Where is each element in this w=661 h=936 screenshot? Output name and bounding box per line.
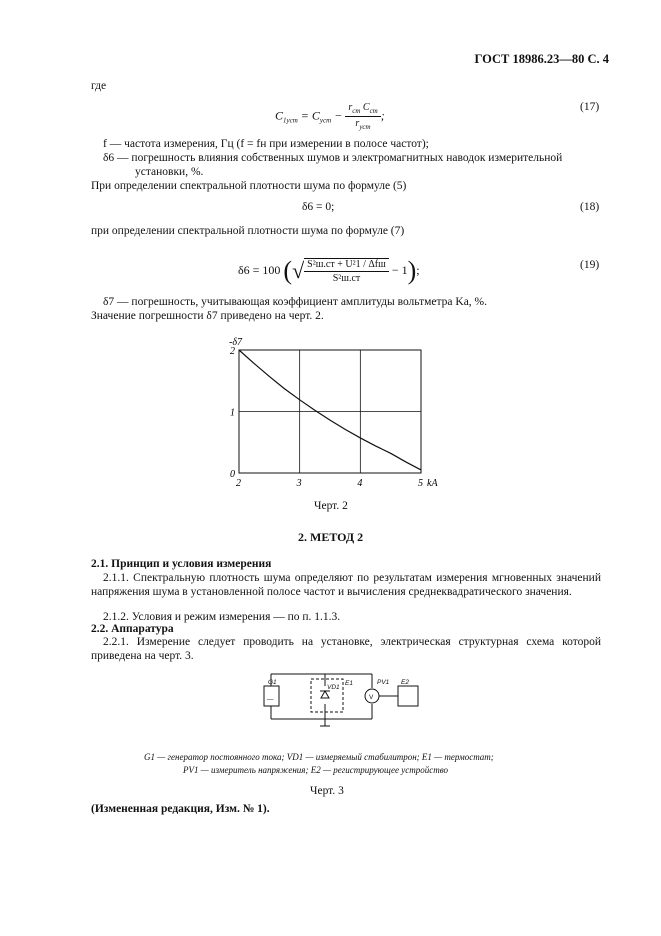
def-delta7: δ7 — погрешность, учитывающая коэффициент амплитуды вольтметра Kа, %.	[103, 296, 488, 308]
heading-2-1: 2.1. Принцип и условия измерения	[91, 558, 272, 570]
def-f: f — частота измерения, Гц (f = fн при измерении в полосе частот);	[103, 138, 429, 150]
def-delta6-1: δ6 — погрешность влияния собственных шумов и электромагнитных наводок измерительной	[103, 152, 563, 164]
def-delta6-2: установки, %.	[135, 166, 204, 178]
paragraph-2-1-2: 2.1.2. Условия и режим измерения — по п. 1.1.3.	[103, 611, 341, 623]
schematic-legend-2: PV1 — измеритель напряжения; E2 — регистрирующее устройство	[183, 765, 448, 775]
formula-17-number: (17)	[580, 101, 600, 113]
paragraph-2-2-1: 2.2.1. Измерение следует проводить на установке, электрическая структурная схема которой приведена на черт. 3.	[91, 636, 601, 662]
zener-diode-symbol	[321, 691, 329, 698]
footer-note: (Измененная редакция, Изм. № 1).	[91, 803, 270, 815]
schematic-caption: Черт. 3	[310, 785, 344, 797]
y-tick-label: 0	[230, 469, 235, 480]
label-pv1: PV1	[377, 679, 390, 686]
x-tick-label: 3	[296, 478, 302, 489]
text-formula7: при определении спектральной плотности шума по формуле (7)	[91, 225, 405, 237]
x-tick-label: 5	[418, 478, 423, 489]
label-vd1: VD1	[327, 684, 340, 691]
page-header: ГОСТ 18986.23—80 С. 4	[474, 52, 609, 66]
chart-caption: Черт. 2	[314, 500, 348, 512]
formula-19: δ6 = 100 (√ $\frac{\text{S²ш.ст + U²1 / Δfш}}{\text{S²ш.ст}}$ − 1);	[238, 256, 420, 285]
schematic-legend-1: G1 — генератор постоянного тока; VD1 — измеряемый стабилитрон; E1 — термостат;	[144, 752, 494, 762]
formula-18-number: (18)	[580, 201, 600, 213]
label-e2: E2	[401, 679, 409, 686]
x-tick-label: 2	[236, 478, 241, 489]
heading-2-2: 2.2. Аппаратура	[91, 623, 174, 635]
e2-block	[398, 686, 418, 706]
formula-18: δ6 = 0;	[302, 201, 335, 213]
text-formula5: При определении спектральной плотности шума по формуле (5)	[91, 180, 407, 192]
y-tick-label: 2	[230, 346, 235, 357]
label-e1: E1	[345, 680, 353, 687]
label-g1-minus: —	[267, 696, 274, 703]
section-title: 2. МЕТОД 2	[298, 530, 364, 544]
x-axis-label: kА	[427, 478, 438, 489]
label-g1: G1	[268, 679, 277, 686]
schematic-diagram	[258, 664, 458, 744]
value-line: Значение погрешности δ7 приведено на черт. 2.	[91, 310, 324, 322]
series-line	[239, 350, 421, 470]
formula-17: $C_{1уст} = C_{уст}$ − $\frac{r_{ст} C_{ст}}{r_{уст}}$ ;	[275, 102, 385, 131]
y-axis-label: -δ7	[229, 337, 242, 348]
y-tick-label: 1	[230, 407, 235, 419]
chart-delta7	[222, 335, 462, 495]
formula-19-number: (19)	[580, 259, 600, 271]
label-v: V	[369, 694, 374, 701]
paragraph-2-1-1: 2.1.1. Спектральную плотность шума определяют по результатам измерения мгновенных значений напряжения шума в установленной полосе частот и вычисления среднеквадратического значения.	[91, 572, 601, 598]
where-word: где	[91, 80, 107, 92]
x-tick-label: 4	[357, 478, 363, 489]
